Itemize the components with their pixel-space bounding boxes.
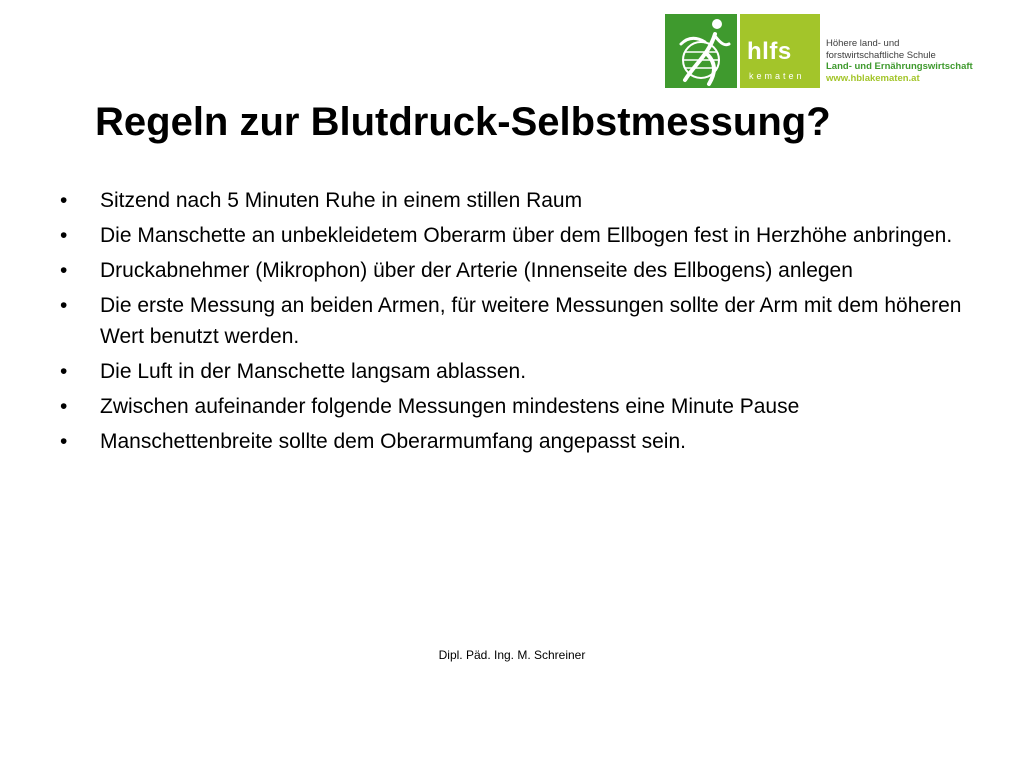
list-item [58,255,968,286]
logo-url: www.hblakematen.at [826,72,920,84]
logo-kematen-text: kematen [749,71,805,81]
list-item [58,391,968,422]
logo-hlfs-block [740,14,820,88]
footer-author: Dipl. Päd. Ing. M. Schreiner [438,648,586,662]
bullet-text: Die erste Messung an beiden Armen, für weitere Messungen sollte der Arm mit dem höheren Wert benutzt werden. [100,294,962,348]
bullet-text: Manschettenbreite sollte dem Oberarmumfang angepasst sein. [100,430,686,453]
logo-line-2: forstwirtschaftliche Schule [826,49,936,61]
bullet-icon: • [60,360,68,383]
list-item [58,185,968,216]
bullet-icon: • [60,189,68,212]
logo-hlfs-text: hlfs [747,38,792,65]
bullet-text: Zwischen aufeinander folgende Messungen mindestens eine Minute Pause [100,395,800,418]
slide-title: Regeln zur Blutdruck-Selbstmessung? [95,100,831,144]
list-item [58,426,968,457]
bullet-list [58,185,968,461]
bullet-text: Druckabnehmer (Mikrophon) über der Arterie (Innenseite des Ellbogens) anlegen [100,259,853,282]
logo-figure-icon [665,14,737,88]
logo-line-1: Höhere land- und [826,38,900,49]
bullet-icon: • [60,224,68,247]
list-item [58,290,968,352]
list-item [58,220,968,251]
bullet-icon: • [60,430,68,453]
logo-caption [826,14,973,88]
school-logo [665,14,973,88]
bullet-text: Die Luft in der Manschette langsam ablassen. [100,360,527,383]
bullet-text: Die Manschette an unbekleidetem Oberarm über dem Ellbogen fest in Herzhöhe anbringen. [100,224,953,247]
bullet-text: Sitzend nach 5 Minuten Ruhe in einem stillen Raum [100,189,583,212]
bullet-icon: • [60,259,68,282]
bullet-icon: • [60,294,68,317]
logo-line-3: Land- und Ernährungswirtschaft [826,61,973,72]
bullet-icon: • [60,395,68,418]
list-item [58,356,968,387]
